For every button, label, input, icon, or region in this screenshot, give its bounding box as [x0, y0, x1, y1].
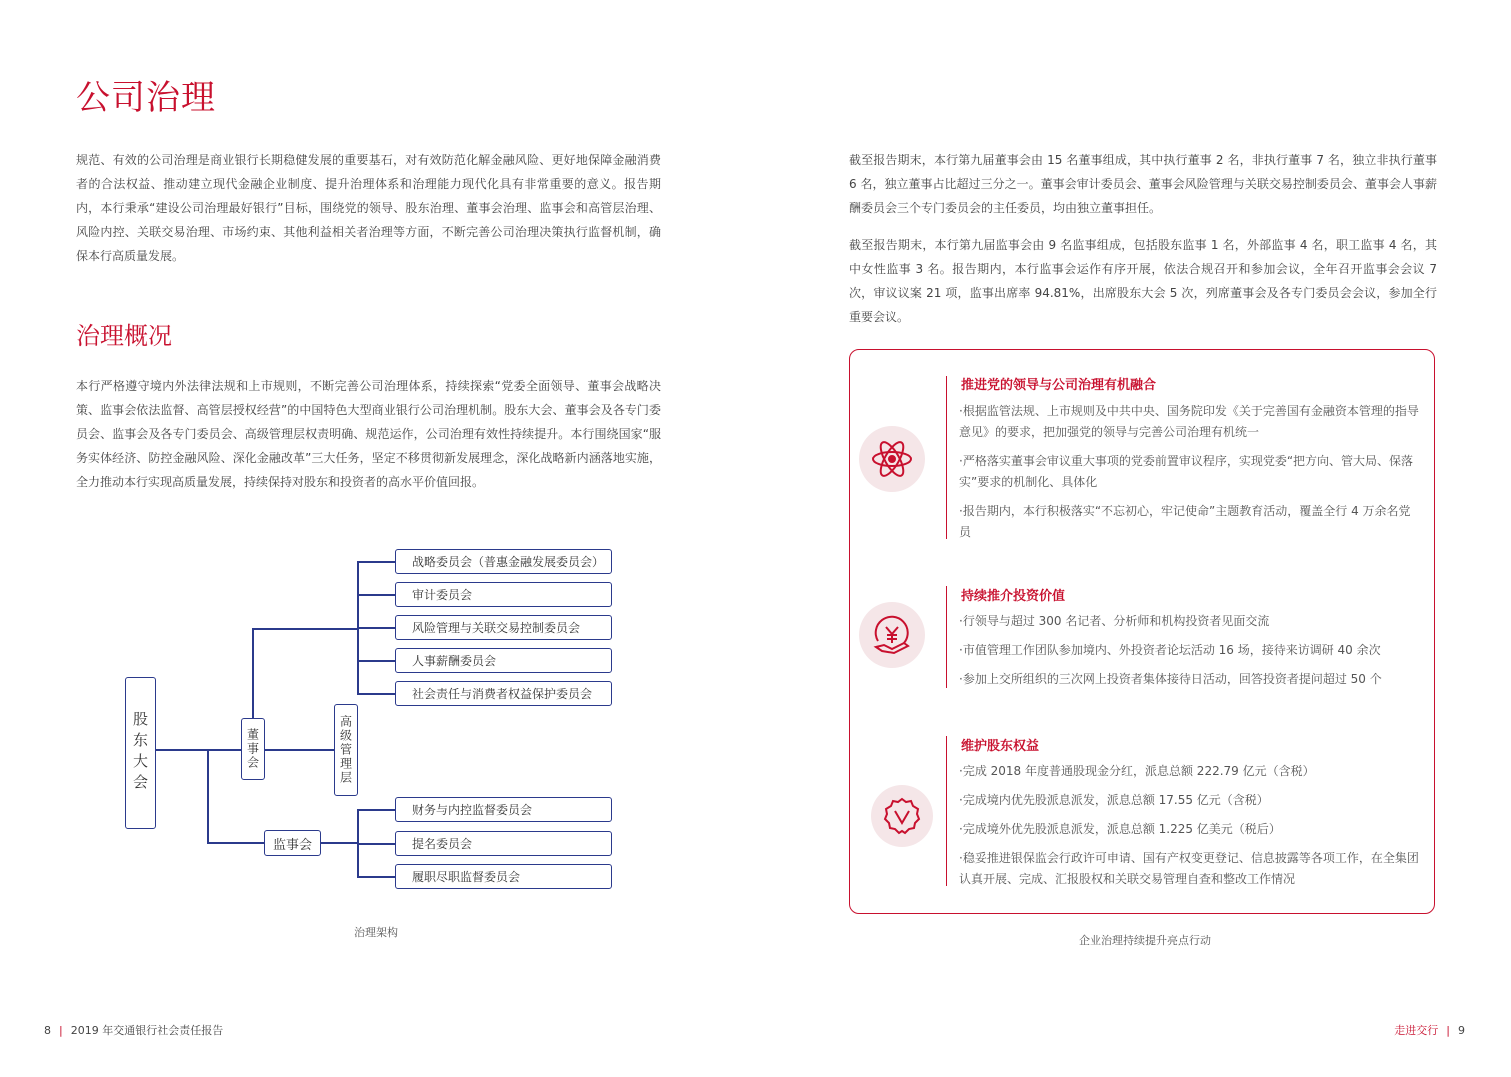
bullet-item: ·完成境外优先股派息派发，派息总额 1.225 亿美元（税后）: [959, 822, 1281, 836]
board-committee-box: 人事薪酬委员会: [395, 648, 612, 673]
footer-left: 8 | 2019 年交通银行社会责任报告: [44, 1024, 224, 1037]
section-paragraph: 本行严格遵守境内外法律法规和上市规则，不断完善公司治理体系，持续探索“党委全面领导、董事会战略决策、监事会依法监督、高管层授权经营”的中国特色大型商业银行公司治理机制。股东大会、董事会及各专门委员会、监事会及各专门委员会、高级管理层权责明确、规范运作，公司治理有效性持续提升。本行围绕国家“服务实体经济、防控金融风险、深化金融改革”三大任务，坚定不移贯彻新发展理念，深化战略新内涵落地实施，全力推动本行实现高质量发展，持续保持对股东和投资者的高水平价值回报。: [76, 379, 661, 489]
bullet-item: ·稳妥推进银保监会行政许可申请、国有产权变更登记、信息披露等各项工作，在全集团认真开展、完成、汇报股权和关联交易管理自查和整改工作情况: [959, 851, 1419, 886]
bullet-item: ·市值管理工作团队参加境内、外投资者论坛活动 16 场，接待来访调研 40 余次: [959, 643, 1381, 657]
report-title: 2019 年交通银行社会责任报告: [70, 1024, 224, 1037]
section-divider: [946, 586, 947, 688]
supervisor-committee-box: 提名委员会: [395, 831, 612, 856]
board-paragraph: 截至报告期末，本行第九届董事会由 15 名董事组成，其中执行董事 2 名，非执行董事 7 名，独立非执行董事 6 名，独立董事占比超过三分之一。董事会审计委员会、董事会风险管理与关联交易控制委员会、董事会人事薪酬委员会三个专门委员会的主任委员，均由独立董事担任。: [849, 153, 1437, 215]
org-chart-caption: 治理架构: [354, 926, 398, 939]
section-title-shareholder: 维护股东权益: [961, 739, 1040, 754]
supervisor-committee-box: 履职尽职监督委员会: [395, 864, 612, 889]
intro-paragraph: 规范、有效的公司治理是商业银行长期稳健发展的重要基石，对有效防范化解金融风险、更好地保障金融消费者的合法权益、推动建立现代金融企业制度、提升治理体系和治理能力现代化具有非常重要的意义。报告期内，本行秉承“建设公司治理最好银行”目标，围绕党的领导、股东治理、董事会治理、监事会和高管层治理、风险内控、关联交易治理、市场约束、其他利益相关者治理等方面，不断完善公司治理决策执行监督机制，确保本行高质量发展。: [76, 153, 661, 263]
bullet-item: ·严格落实董事会审议重大事项的党委前置审议程序，实现党委“把方向、管大局、保落实”要求的机制化、具体化: [959, 454, 1414, 489]
bullet-item: ·报告期内，本行积极落实“不忘初心，牢记使命”主题教育活动，覆盖全行 4 万余名党员: [959, 504, 1411, 539]
panel-caption: 企业治理持续提升亮点行动: [1079, 934, 1211, 947]
supervisor-committee-box: 财务与内控监督委员会: [395, 797, 612, 822]
board-box: 董事会: [241, 718, 265, 780]
yuan-hand-icon: [859, 602, 925, 668]
bullet-item: ·行领导与超过 300 名记者、分析师和机构投资者见面交流: [959, 614, 1270, 628]
bullet-item: ·根据监管法规、上市规则及中共中央、国务院印发《关于完善国有金融资本管理的指导意见》的要求，把加强党的领导与完善公司治理有机统一: [959, 404, 1419, 439]
board-committee-box: 社会责任与消费者权益保护委员会: [395, 681, 612, 706]
page-number: 8: [44, 1024, 51, 1037]
shareholders-box: 股东大会: [125, 677, 156, 829]
page-title: 公司治理: [76, 78, 216, 118]
supervisory-paragraph: 截至报告期末，本行第九届监事会由 9 名监事组成，包括股东监事 1 名，外部监事 4 名，职工监事 4 名，其中女性监事 3 名。报告期内，本行监事会运作有序开展，依法合规召开和参加会议，全年召开监事会会议 7 次，审议议案 21 项，监事出席率 94.81%，出席股东大会 5 次，列席董事会及各专门委员会会议，参加全行重要会议。: [849, 238, 1437, 324]
section-divider: [946, 736, 947, 886]
chapter-name: 走进交行: [1394, 1024, 1439, 1037]
badge-v-icon: [871, 785, 933, 847]
section-title-party: 推进党的领导与公司治理有机融合: [961, 378, 1157, 393]
board-committee-box: 风险管理与关联交易控制委员会: [395, 615, 612, 640]
section-title-investor: 持续推介投资价值: [961, 589, 1066, 604]
footer-right: 走进交行 | 9: [1394, 1024, 1465, 1037]
atom-icon: [859, 426, 925, 492]
bullet-item: ·完成 2018 年度普通股现金分红，派息总额 222.79 亿元（含税）: [959, 764, 1315, 778]
supervisors-box: 监事会: [264, 830, 321, 856]
section-title: 治理概况: [76, 322, 172, 350]
board-committee-box: 审计委员会: [395, 582, 612, 607]
senior-management-box: 高级管理层: [334, 704, 358, 796]
bullet-item: ·完成境内优先股派息派发，派息总额 17.55 亿元（含税）: [959, 793, 1269, 807]
page-number: 9: [1458, 1024, 1465, 1037]
bullet-item: ·参加上交所组织的三次网上投资者集体接待日活动，回答投资者提问超过 50 个: [959, 672, 1382, 686]
board-committee-box: 战略委员会（普惠金融发展委员会）: [395, 549, 612, 574]
section-divider: [946, 376, 947, 539]
